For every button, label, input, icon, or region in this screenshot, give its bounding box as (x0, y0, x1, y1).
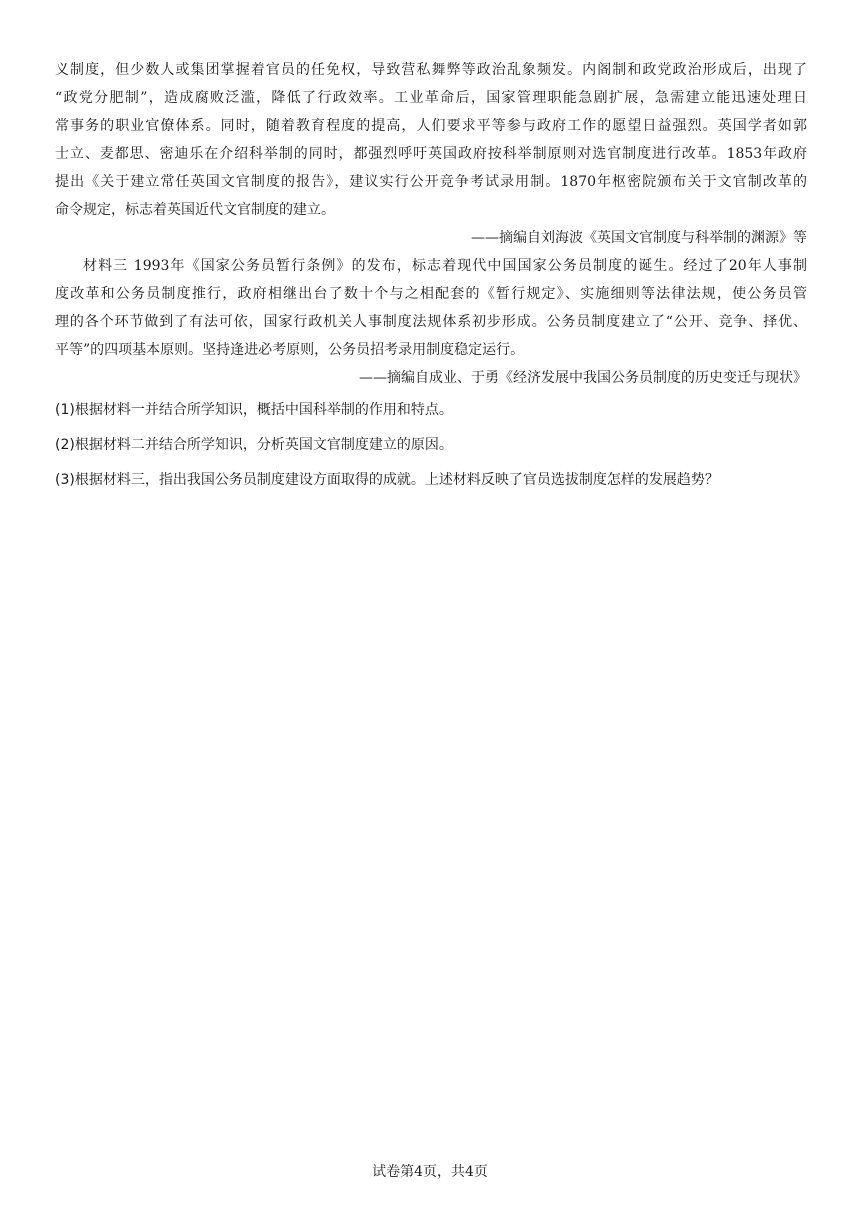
material-two-line-2: “政党分肥制”，造成腐败泛滥，降低了行政效率。工业革命后，国家管理职能急剧扩展，急需建立能迅速处理日 (55, 90, 807, 106)
material-two-line-6: 命令规定，标志着英国近代文官制度的建立。 (55, 202, 335, 218)
material-two-line-4: 士立、麦都思、密迪乐在介绍科举制的同时，都强烈呼吁英国政府按科举制原则对选官制度进行改革。1853年政府 (55, 146, 807, 162)
material-three (55, 252, 807, 392)
material-two-line-3: 常事务的职业官僚体系。同时，随着教育程度的提高，人们要求平等参与政府工作的愿望日益强烈。英国学者如郭 (55, 118, 807, 134)
material-two-line-1: 义制度，但少数人或集团掌握着官员的任免权，导致营私舞弊等政治乱象频发。内阁制和政党政治形成后，出现了 (55, 62, 807, 78)
question-2: (2)根据材料二并结合所学知识，分析英国文官制度建立的原因。 (55, 437, 453, 453)
material-two-line-5: 提出《关于建立常任英国文官制度的报告》，建议实行公开竞争考试录用制。1870年枢密院颁布关于文官制改革的 (55, 174, 807, 190)
material-two-source: ——摘编自刘海波《英国文官制度与科举制的渊源》等 (471, 230, 807, 246)
question-3: (3)根据材料三，指出我国公务员制度建设方面取得的成就。上述材料反映了官员选拔制度怎样的发展趋势？ (55, 472, 719, 488)
material-three-line-2: 度改革和公务员制度推行，政府相继出台了数十个与之相配套的《暂行规定》、实施细则等法律法规，使公务员管 (55, 286, 807, 302)
material-three-line-4: 平等”的四项基本原则。坚持逢进必考原则，公务员招考录用制度稳定运行。 (55, 342, 525, 358)
page-content (55, 56, 807, 494)
material-three-line-3: 理的各个环节做到了有法可依，国家行政机关人事制度法规体系初步形成。公务员制度建立了“公开、竞争、择优、 (55, 314, 807, 330)
material-three-source: ——摘编自成业、于勇《经济发展中我国公务员制度的历史变迁与现状》 (359, 370, 807, 386)
material-three-line-1: 材料三 1993年《国家公务员暂行条例》的发布，标志着现代中国国家公务员制度的诞生。经过了20年人事制 (83, 258, 807, 274)
material-two-continued (55, 56, 807, 252)
question-1: (1)根据材料一并结合所学知识，概括中国科举制的作用和特点。 (55, 402, 453, 418)
page-footer: 试卷第4页，共4页 (372, 1164, 488, 1180)
question-list (55, 396, 807, 494)
